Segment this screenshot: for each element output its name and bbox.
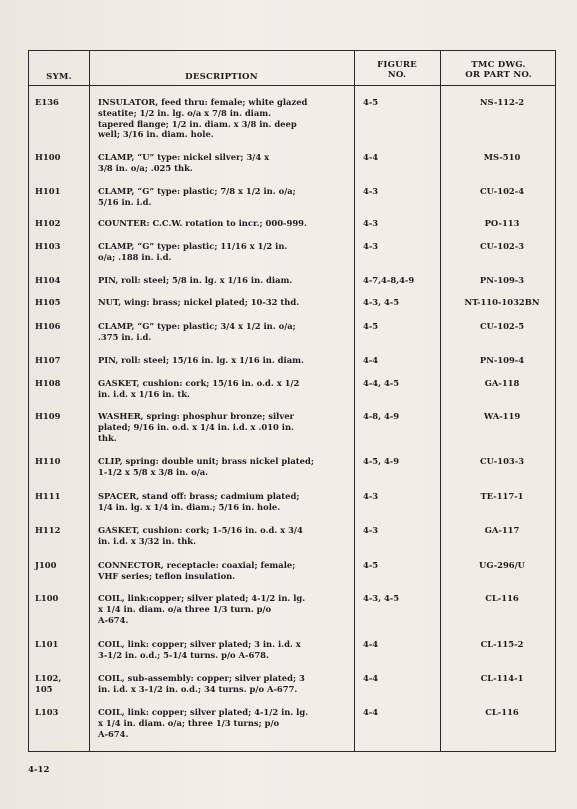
row-description: SPACER, stand off: brass; cadmium plated; 1/4 in. lg. x 1/4 in. diam.; 5/16 in. hole. bbox=[98, 491, 300, 512]
row-figure: 4-3 bbox=[363, 186, 379, 196]
column-divider bbox=[354, 51, 355, 751]
row-part-no: MS-510 bbox=[483, 152, 521, 162]
row-part-no: WA-119 bbox=[483, 411, 521, 421]
row-part-no: CL-116 bbox=[485, 707, 519, 717]
row-description: GASKET, cushion: cork; 15/16 in. o.d. x 1/2 in. i.d. x 1/16 in. tk. bbox=[98, 378, 300, 399]
row-sym: H109 bbox=[35, 411, 61, 421]
row-part-no: CL-114-1 bbox=[480, 673, 524, 683]
row-sym: H110 bbox=[35, 456, 61, 466]
row-part-no: CU-103-3 bbox=[479, 456, 525, 466]
row-sym: H100 bbox=[35, 152, 61, 162]
header-divider bbox=[29, 85, 555, 86]
row-description: COIL, link: copper; silver plated; 3 in. i.d. x 3-1/2 in. o.d.; 5-1/4 turns. p/o A-678. bbox=[98, 639, 301, 660]
row-figure: 4-4 bbox=[363, 707, 379, 717]
row-part-no: CL-116 bbox=[485, 593, 519, 603]
row-description: COUNTER: C.C.W. rotation to incr.; 000-999. bbox=[98, 218, 307, 228]
row-figure: 4-3 bbox=[363, 241, 379, 251]
row-sym: H112 bbox=[35, 525, 61, 535]
row-part-no: PO-113 bbox=[484, 218, 520, 228]
row-sym: H104 bbox=[35, 275, 61, 285]
row-description: CLIP, spring: double unit; brass nickel plated; 1-1/2 x 5/8 x 3/8 in. o/a. bbox=[98, 456, 314, 477]
row-description: CLAMP, “U” type: nickel silver; 3/4 x 3/8 in. o/a; .025 thk. bbox=[98, 152, 270, 173]
row-sym: J100 bbox=[35, 560, 57, 570]
row-figure: 4-4 bbox=[363, 152, 379, 162]
row-description: PIN, roll: steel; 5/8 in. lg. x 1/16 in. diam. bbox=[98, 275, 293, 285]
row-figure: 4-4 bbox=[363, 355, 379, 365]
row-description: COIL, sub-assembly: copper; silver plated; 3 in. i.d. x 3-1/2 in. o.d.; 34 turns. p/o A-677. bbox=[98, 673, 305, 694]
row-description: CLAMP, “G” type: plastic; 11/16 x 1/2 in. o/a; .188 in. i.d. bbox=[98, 241, 288, 262]
row-figure: 4-3 bbox=[363, 525, 379, 535]
row-sym: H107 bbox=[35, 355, 61, 365]
row-figure: 4-8, 4-9 bbox=[363, 411, 400, 421]
row-part-no: GA-117 bbox=[484, 525, 520, 535]
row-figure: 4-4 bbox=[363, 673, 379, 683]
row-figure: 4-3 bbox=[363, 491, 379, 501]
row-description: COIL, link: copper; silver plated; 4-1/2 in. lg. x 1/4 in. diam. o/a; three 1/3 turns; p/o A-674. bbox=[98, 707, 309, 739]
row-sym: H102 bbox=[35, 218, 61, 228]
row-part-no: PN-109-4 bbox=[479, 355, 525, 365]
row-sym: L102, 105 bbox=[35, 673, 62, 694]
row-part-no: CL-115-2 bbox=[480, 639, 524, 649]
header-sym: SYM. bbox=[46, 72, 72, 82]
header-figure-no: FIGURE NO. bbox=[377, 60, 417, 80]
row-description: INSULATOR, feed thru: female; white glazed steatite; 1/2 in. lg. o/a x 7/8 in. diam. tapered flange; 1/2 in. diam. x 3/8 in. deep well; 3/16 in. diam. hole. bbox=[98, 97, 308, 140]
row-description: CONNECTOR, receptacle: coaxial; female; VHF series; teflon insulation. bbox=[98, 560, 296, 581]
row-figure: 4-3 bbox=[363, 218, 379, 228]
row-figure: 4-5 bbox=[363, 560, 379, 570]
row-sym: L100 bbox=[35, 593, 59, 603]
row-part-no: TE-117-1 bbox=[480, 491, 524, 501]
row-figure: 4-5 bbox=[363, 97, 379, 107]
row-part-no: PN-109-3 bbox=[479, 275, 525, 285]
row-description: NUT, wing: brass; nickel plated; 10-32 thd. bbox=[98, 297, 300, 307]
row-sym: H101 bbox=[35, 186, 61, 196]
row-sym: L101 bbox=[35, 639, 59, 649]
row-sym: E136 bbox=[35, 97, 59, 107]
row-sym: L103 bbox=[35, 707, 59, 717]
row-description: CLAMP, “G” type: plastic; 3/4 x 1/2 in. o/a; .375 in. i.d. bbox=[98, 321, 296, 342]
row-sym: H111 bbox=[35, 491, 61, 501]
row-figure: 4-5 bbox=[363, 321, 379, 331]
row-description: GASKET, cushion: cork; 1-5/16 in. o.d. x 3/4 in. i.d. x 3/32 in. thk. bbox=[98, 525, 303, 546]
row-figure: 4-4, 4-5 bbox=[363, 378, 400, 388]
column-divider bbox=[440, 51, 441, 751]
column-divider bbox=[89, 51, 90, 751]
row-figure: 4-3, 4-5 bbox=[363, 297, 400, 307]
row-figure: 4-5, 4-9 bbox=[363, 456, 400, 466]
header-part-no: TMC DWG. OR PART NO. bbox=[465, 60, 532, 80]
row-part-no: CU-102-4 bbox=[479, 186, 525, 196]
row-description: WASHER, spring: phosphur bronze; silver plated; 9/16 in. o.d. x 1/4 in. i.d. x .010 in. thk. bbox=[98, 411, 294, 443]
row-description: PIN, roll: steel; 15/16 in. lg. x 1/16 in. diam. bbox=[98, 355, 304, 365]
row-figure: 4-3, 4-5 bbox=[363, 593, 400, 603]
row-part-no: NS-112-2 bbox=[479, 97, 525, 107]
page-number: 4-12 bbox=[28, 765, 50, 775]
row-figure: 4-7,4-8,4-9 bbox=[363, 275, 415, 285]
parts-list-table bbox=[28, 50, 556, 752]
header-description: DESCRIPTION bbox=[185, 72, 258, 82]
row-part-no: GA-118 bbox=[484, 378, 520, 388]
row-description: CLAMP, “G” type: plastic; 7/8 x 1/2 in. o/a; 5/16 in. i.d. bbox=[98, 186, 296, 207]
row-sym: H106 bbox=[35, 321, 61, 331]
row-description: COIL, link:copper; silver plated; 4-1/2 in. lg. x 1/4 in. diam. o/a three 1/3 turn. p/o A-674. bbox=[98, 593, 306, 625]
row-sym: H103 bbox=[35, 241, 61, 251]
row-sym: H108 bbox=[35, 378, 61, 388]
row-part-no: UG-296/U bbox=[479, 560, 525, 570]
row-sym: H105 bbox=[35, 297, 61, 307]
row-figure: 4-4 bbox=[363, 639, 379, 649]
row-part-no: CU-102-3 bbox=[479, 241, 525, 251]
row-part-no: NT-110-1032BN bbox=[464, 297, 540, 307]
row-part-no: CU-102-5 bbox=[479, 321, 525, 331]
